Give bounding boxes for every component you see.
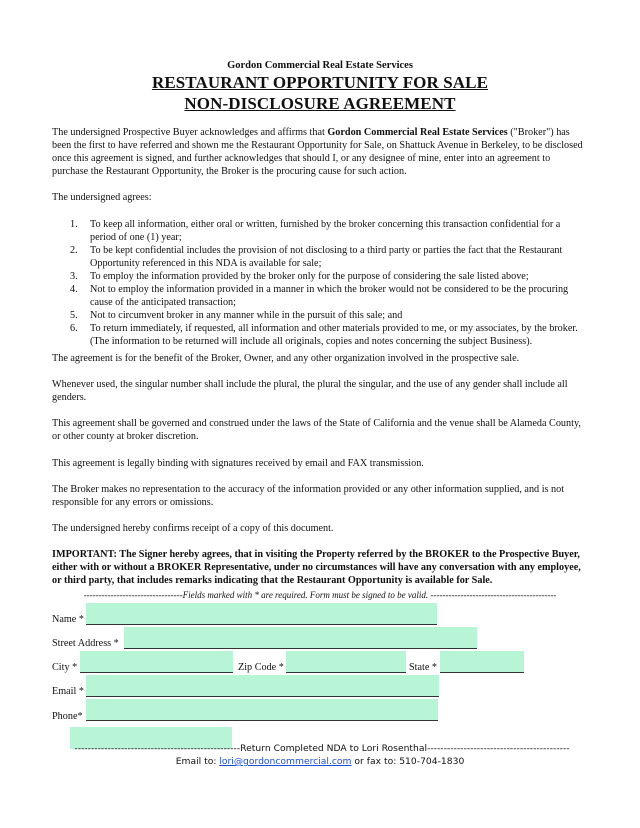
name-field[interactable] (86, 603, 437, 625)
required-fields-note: ---------------------------------Fields marked with * are required. Form must be signed to be valid. ------------------------------------------ (83, 590, 557, 600)
company-name: Gordon Commercial Real Estate Services (227, 60, 413, 71)
list-item: 3. To employ the information provided by the broker only for the purpose of considering the sale listed above; (70, 271, 529, 282)
street-address-underline (124, 648, 477, 649)
city-underline (80, 672, 233, 673)
zip-code-underline (286, 672, 406, 673)
street-address-label: Street Address * (52, 638, 119, 649)
email-label: Email * (52, 686, 84, 697)
document-title: RESTAURANT OPPORTUNITY FOR SALE (151, 73, 489, 92)
email-underline (86, 696, 439, 697)
important-notice: IMPORTANT: The Signer hereby agrees, that in visiting the Property referred by the BROKER to the Prospective Buyer, either with or without a BROKER Representative, under no circumstances will have any conversation with any employee, or third party, that includes remarks indicating that the Restaurant Opportunity is available for Sale. (52, 549, 581, 586)
phone-label: Phone* (52, 711, 83, 722)
representation-paragraph: The Broker makes no representation to the accuracy of the information provided or any other information supplied, and is not responsible for any errors or omissions. (52, 484, 565, 508)
broker-name: Gordon Commercial Real Estate Services (327, 127, 508, 138)
city-label: City * (52, 662, 78, 673)
phone-underline (86, 720, 438, 721)
zip-code-field[interactable] (286, 651, 406, 673)
state-underline (440, 672, 524, 673)
agreement-list (52, 218, 588, 348)
governing-law-paragraph: This agreement shall be governed and construed under the laws of the State of California and the venue shall be Alameda County, or other county at broker discretion. (52, 418, 581, 442)
name-underline (86, 624, 437, 625)
street-address-field[interactable] (124, 627, 477, 649)
benefit-paragraph: The agreement is for the benefit of the Broker, Owner, and any other organization involved in the prospective sale. (52, 353, 520, 364)
agrees-heading: The undersigned agrees: (52, 192, 152, 203)
list-item: 2. To be kept confidential includes the provision of not disclosing to a third party or parties the fact that the Restaurant Opportunity referenced in this NDA is available for sale; (70, 245, 563, 269)
document-subtitle: NON-DISCLOSURE AGREEMENT (184, 94, 456, 113)
name-label: Name * (52, 614, 84, 625)
list-item: 5. Not to circumvent broker in any manner while in the pursuit of this sale; and (70, 310, 403, 321)
singular-paragraph: Whenever used, the singular number shall include the plural, the plural the singular, and the use of any gender shall include all genders. (52, 379, 568, 403)
return-instructions: --------------------------------------------------Return Completed NDA to Lori Rosenthal------------------------------------------- (74, 743, 570, 754)
zip-code-label: Zip Code * (238, 662, 284, 673)
phone-field[interactable] (86, 699, 438, 721)
email-field[interactable] (86, 675, 439, 697)
list-item: 6. To return immediately, if requested, all information and other materials provided to me, or my associates, by the broker. (The information to be returned will include all originals, copies and notes concerning the subject Business). (70, 323, 578, 347)
email-link[interactable]: lori@gordoncommercial.com (219, 756, 352, 767)
state-field[interactable] (440, 651, 524, 673)
state-label: State * (409, 662, 438, 673)
list-item: 1. To keep all information, either oral or written, furnished by the broker concerning this transaction confidential for a period of one (1) year; (70, 219, 561, 243)
intro-paragraph: The undersigned Prospective Buyer acknowledges and affirms that Gordon Commercial Real Estate Services ("Broker") has been the first to have referred and shown me the Restaurant Opportunity for Sale, on Shattuck Avenue in Berkeley, to be disclosed once this agreement is signed, and further acknowledges that should I, or any designee of mine, enter into an agreement to purchase the Restaurant Opportunity, the Broker is the procuring cause for such action. (52, 127, 583, 177)
receipt-paragraph: The undersigned hereby confirms receipt of a copy of this document. (52, 523, 334, 534)
city-field[interactable] (80, 651, 233, 673)
list-item: 4. Not to employ the information provided in a manner in which the broker would not be considered to be the procuring cause of the anticipated transaction; (70, 284, 569, 308)
contact-line: Email to: lori@gordoncommercial.com or fax to: 510-704-1830 (175, 756, 465, 767)
binding-paragraph: This agreement is legally binding with signatures received by email and FAX transmission. (52, 458, 424, 469)
